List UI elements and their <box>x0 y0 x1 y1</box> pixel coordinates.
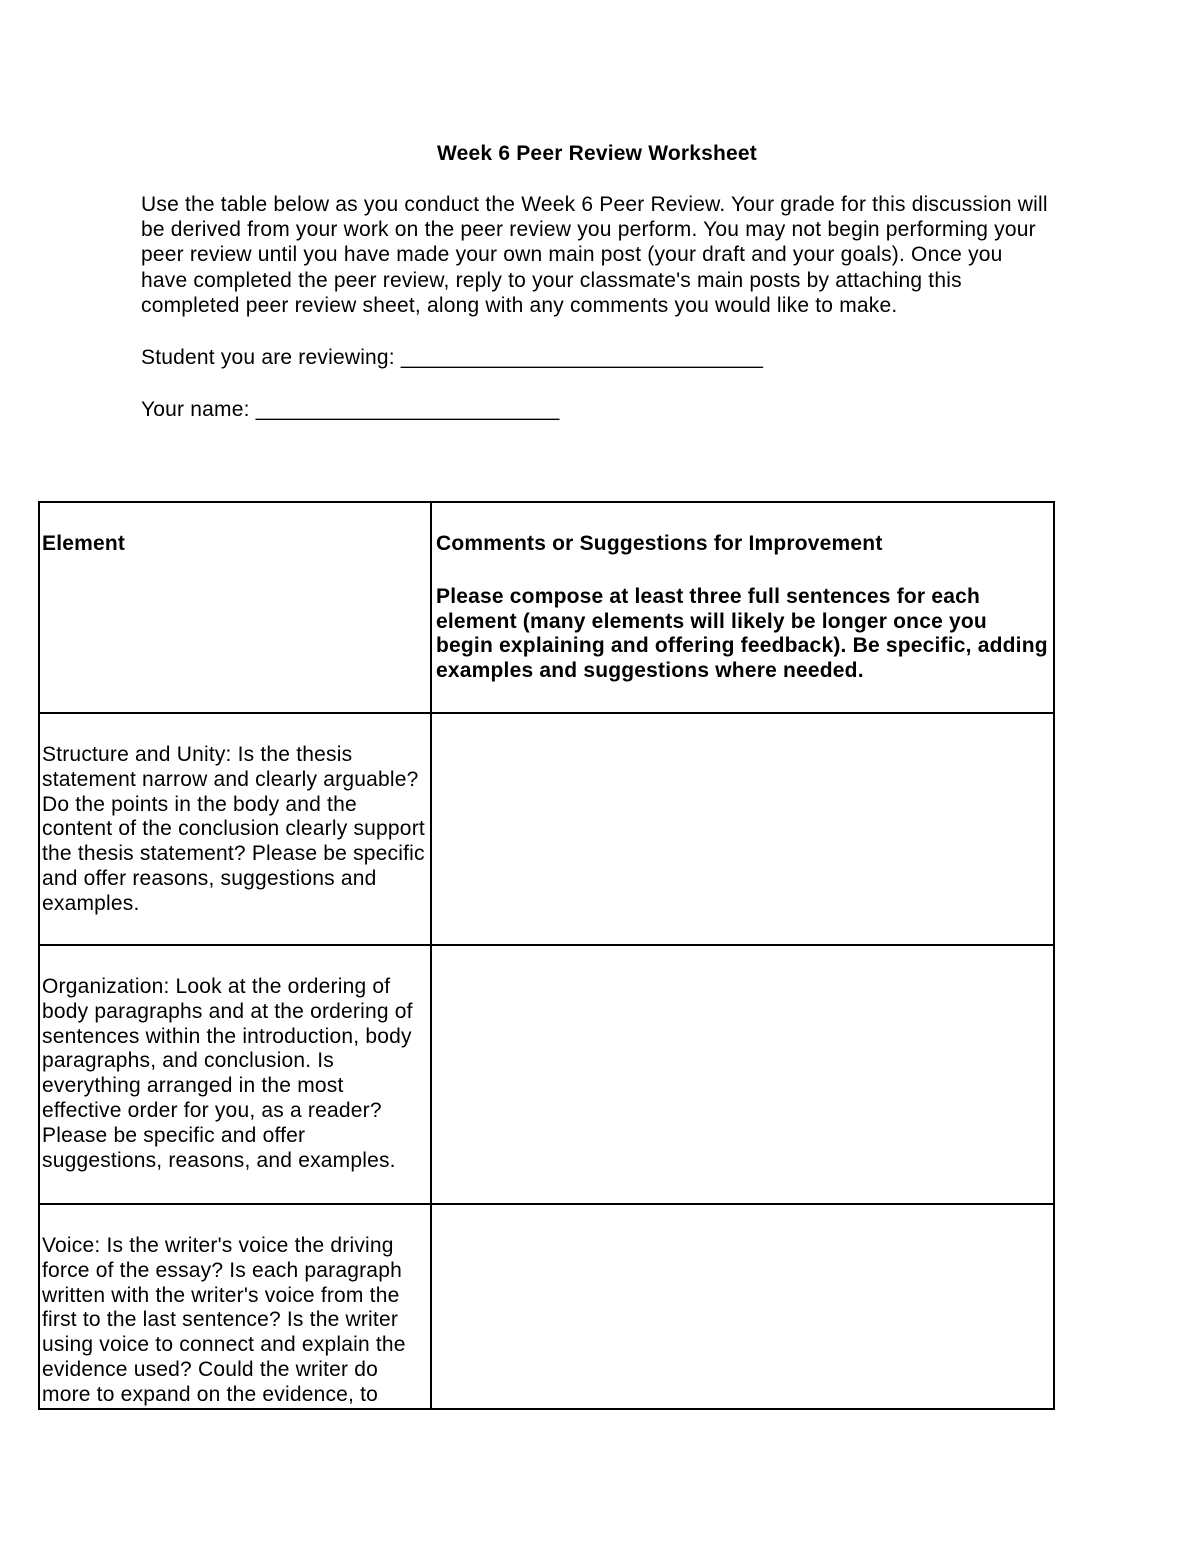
element-text-line: content of the conclusion clearly support <box>42 817 425 841</box>
instructions-line: have completed the peer review, reply to your classmate's main posts by attaching this <box>141 268 962 292</box>
element-text-line: evidence used? Could the writer do <box>42 1357 379 1381</box>
comments-cell <box>432 946 1053 1203</box>
element-text-line: sentences within the introduction, body <box>42 1024 412 1048</box>
your-name-label: Your name: <box>141 398 250 421</box>
comments-instructions-line: element (many elements will likely be longer once you <box>436 609 987 633</box>
student-reviewed-blank: _______________________________ <box>400 346 763 369</box>
comments-instructions-line: begin explaining and offering feedback). Be specific, adding <box>436 634 1048 658</box>
instructions-line: peer review until you have made your own main post (your draft and your goals). Once you <box>141 243 1003 267</box>
your-name-field <box>141 397 559 422</box>
element-header-cell <box>40 503 432 712</box>
comments-cell <box>432 714 1053 944</box>
table-row-organization <box>40 946 1053 1205</box>
element-text-line: using voice to connect and explain the <box>42 1333 406 1357</box>
element-text-line: the thesis statement? Please be specific <box>42 842 425 866</box>
element-text-line: paragraphs, and conclusion. Is <box>42 1049 335 1073</box>
student-reviewed-field <box>141 345 763 370</box>
comments-header-cell <box>432 503 1053 712</box>
student-reviewed-label: Student you are reviewing: <box>141 346 395 369</box>
element-text-line: statement narrow and clearly arguable? <box>42 767 419 791</box>
instructions-line: Use the table below as you conduct the Week 6 Peer Review. Your grade for this discussion will <box>141 193 1048 216</box>
element-text-line: Voice: Is the writer's voice the driving <box>42 1234 394 1257</box>
element-text-line: more to expand on the evidence, to <box>42 1382 379 1406</box>
comments-header-title: Comments or Suggestions for Improvement <box>436 532 883 555</box>
element-text-line: suggestions, reasons, and examples. <box>42 1148 396 1172</box>
comments-instructions-line: examples and suggestions where needed. <box>436 659 864 683</box>
table-row-structure-unity <box>40 714 1053 946</box>
worksheet-title: Week 6 Peer Review Worksheet <box>437 142 757 165</box>
element-text-line: body paragraphs and at the ordering of <box>42 999 413 1023</box>
element-text-line: Do the points in the body and the <box>42 792 357 816</box>
element-text-line: Please be specific and offer <box>42 1123 306 1147</box>
element-cell <box>40 1205 432 1408</box>
table-row-voice <box>40 1205 1053 1408</box>
element-text-line: Organization: Look at the ordering of <box>42 975 391 998</box>
comments-cell <box>432 1205 1053 1408</box>
element-text-line: examples. <box>42 891 140 915</box>
element-text-line: Structure and Unity: Is the thesis <box>42 743 353 766</box>
element-text-line: force of the essay? Is each paragraph <box>42 1258 402 1282</box>
element-cell <box>40 714 432 944</box>
instructions-line: completed peer review sheet, along with any comments you would like to make. <box>141 293 898 317</box>
comments-header-instructions <box>436 585 1053 684</box>
element-header: Element <box>42 532 126 555</box>
element-text-line: everything arranged in the most <box>42 1074 344 1098</box>
element-text-line: and offer reasons, suggestions and <box>42 866 377 890</box>
instructions-paragraph <box>141 192 1048 318</box>
comments-instructions-line: Please compose at least three full sentences for each <box>436 584 980 608</box>
element-text-line: written with the writer's voice from the <box>42 1283 400 1307</box>
table-header-row <box>40 503 1053 714</box>
element-text-line: effective order for you, as a reader? <box>42 1098 382 1122</box>
element-text-line: first to the last sentence? Is the writer <box>42 1308 399 1332</box>
peer-review-table <box>38 501 1055 1410</box>
your-name-blank: __________________________ <box>255 398 560 421</box>
instructions-line: be derived from your work on the peer review you perform. You may not begin performing your <box>141 218 1036 242</box>
element-cell <box>40 946 432 1203</box>
